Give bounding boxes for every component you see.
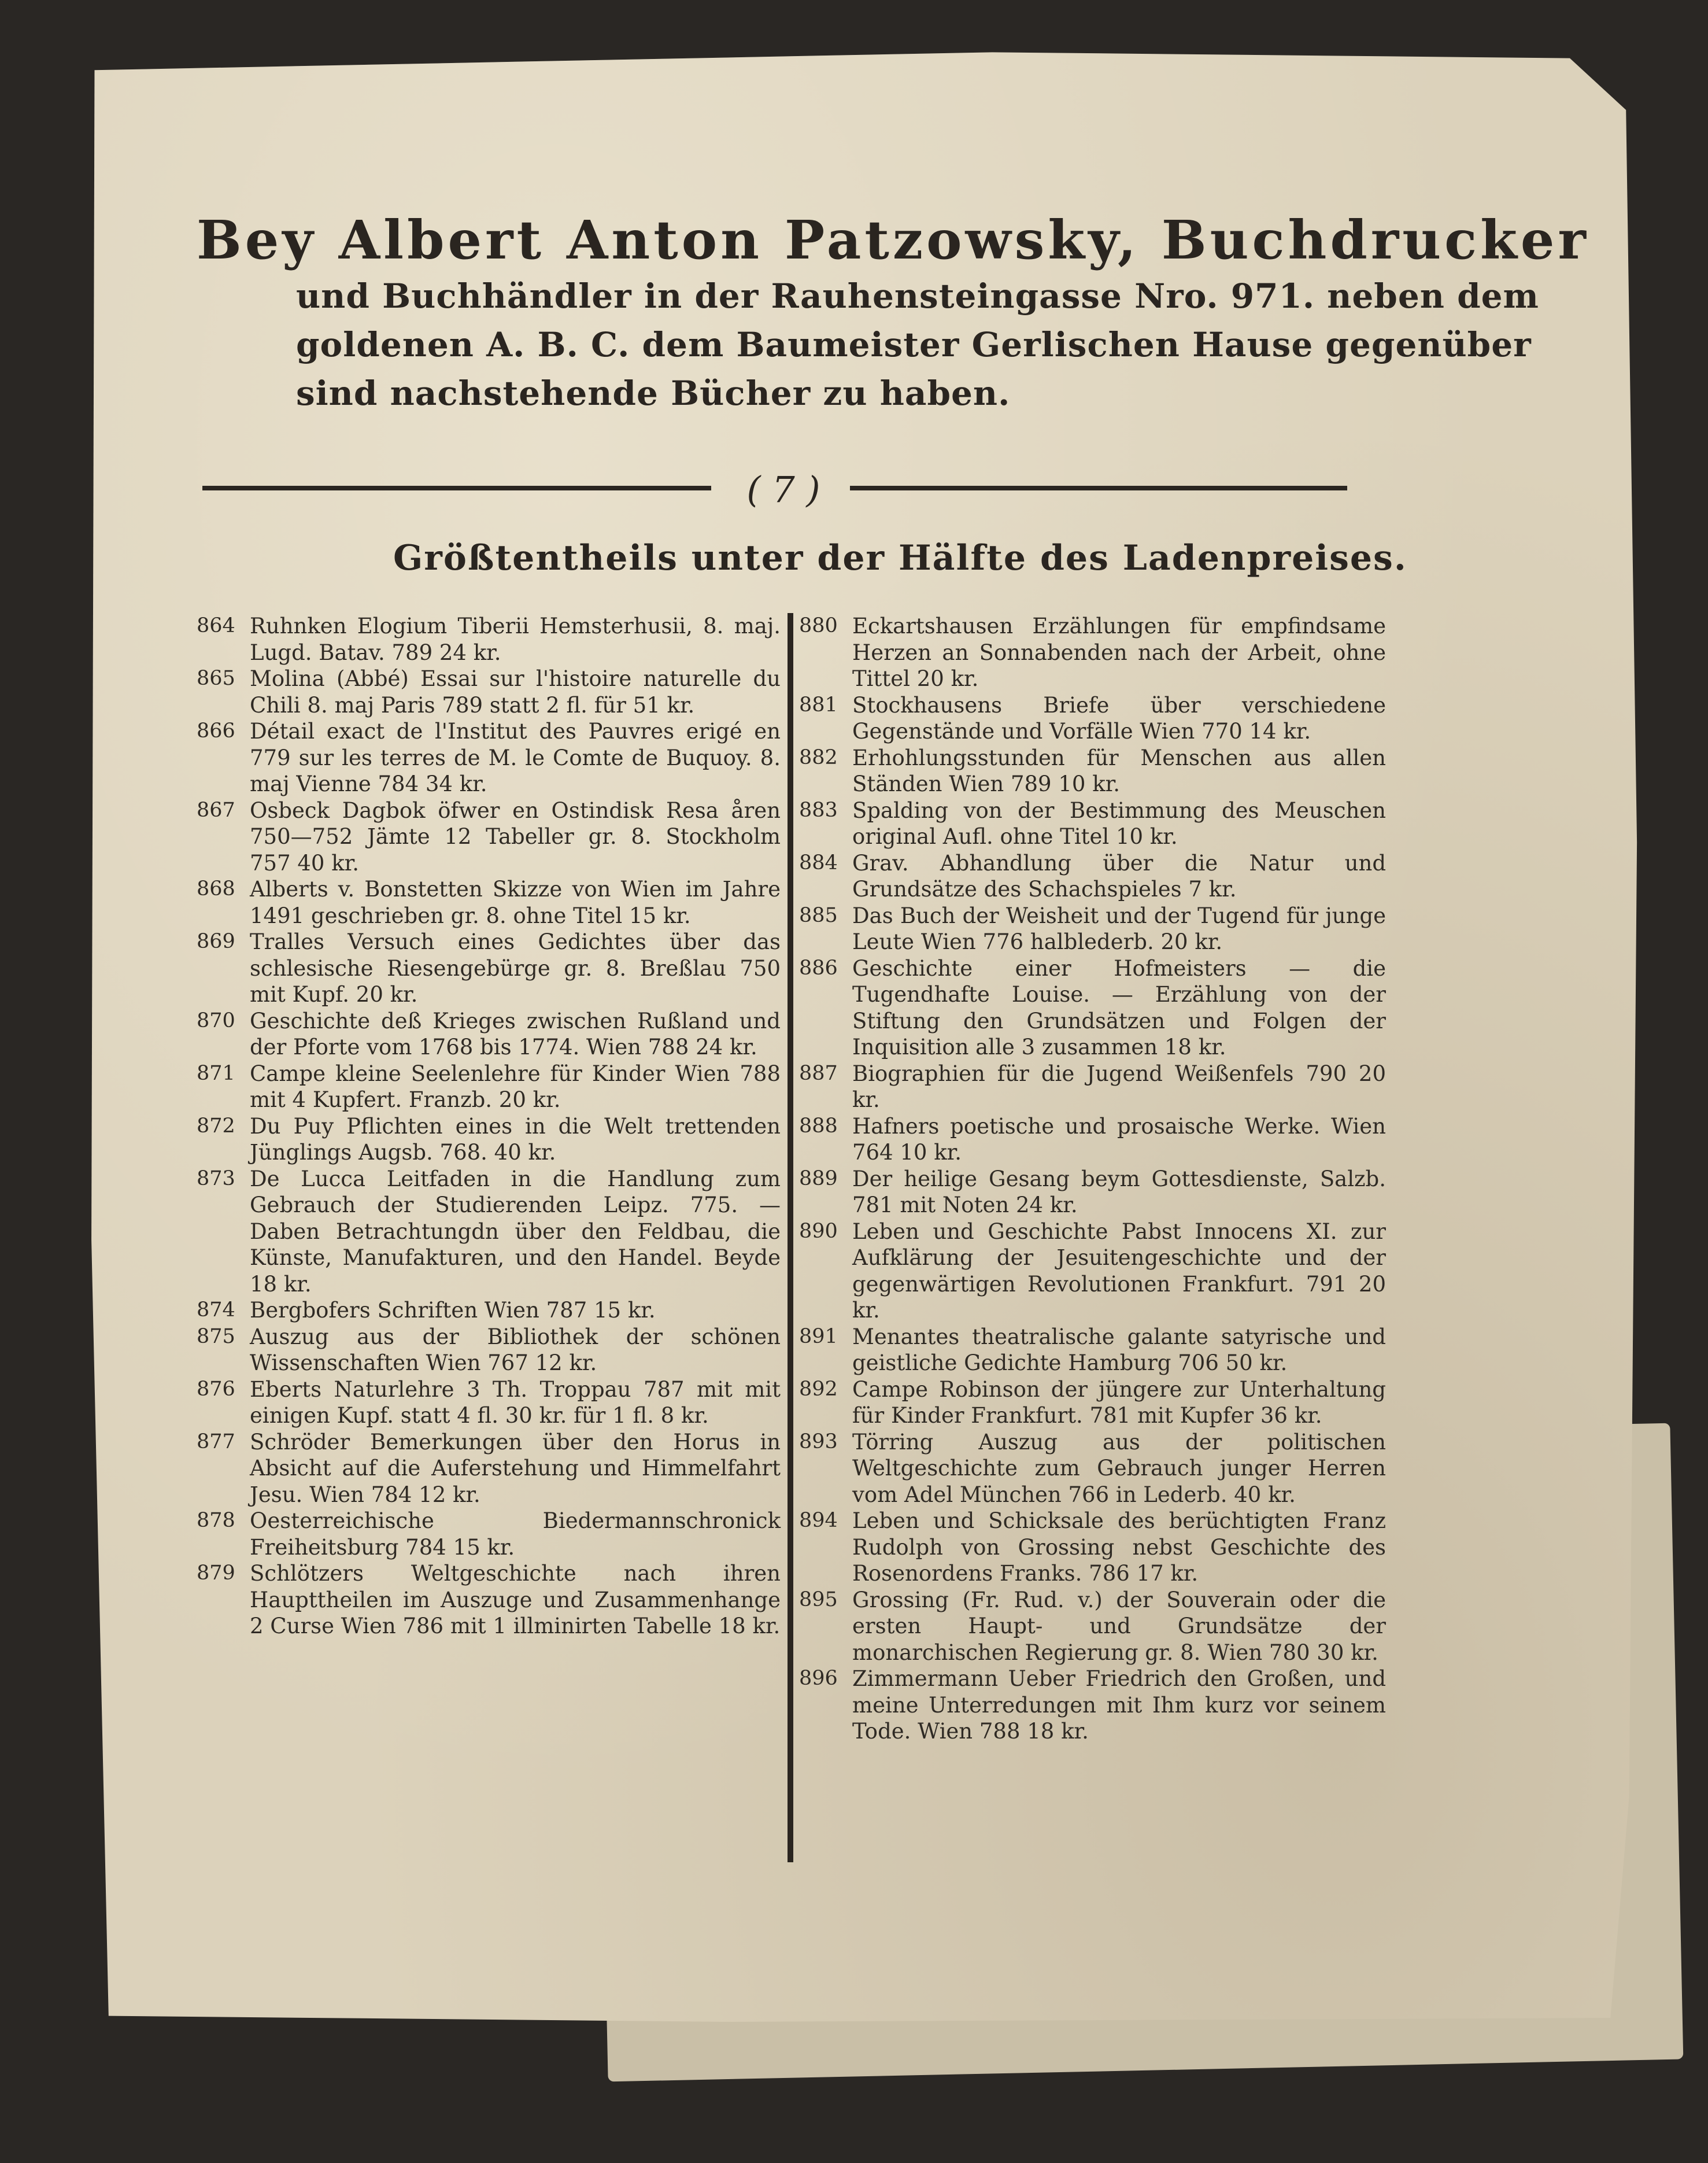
entry-text: De Lucca Leitfaden in die Handlung zum Gebrauch der Studierenden Leipz. 775. — Daben Betrachtungdn über den Feldbau, die Künste, Manufakturen, und den Handel. Beyde 18 kr.	[250, 1166, 781, 1297]
entry-text: Du Puy Pflichten eines in die Welt trettenden Jünglings Augsb. 768. 40 kr.	[250, 1113, 781, 1165]
catalog-entry	[197, 1508, 781, 1560]
entry-number: 875	[197, 1324, 235, 1348]
catalog-entry	[799, 850, 1386, 903]
right-column	[799, 613, 1386, 1745]
entry-text: Oesterreichische Biedermannschronick Freiheitsburg 784 15 kr.	[250, 1508, 781, 1560]
entry-number: 876	[197, 1377, 235, 1401]
entry-number: 887	[799, 1061, 838, 1085]
entry-number: 895	[799, 1588, 838, 1611]
page-heading	[197, 208, 1589, 418]
entry-text: Détail exact de l'Institut des Pauvres erigé en 779 sur les terres de M. le Comte de Buquoy. 8. maj Vienne 784 34 kr.	[250, 719, 781, 796]
entry-text: Geschichte einer Hofmeisters — die Tugendhafte Louise. — Erzählung von der Stiftung den Grundsätzen und Folgen der Inquisition alle 3 zusammen 18 kr.	[852, 955, 1386, 1060]
catalog-entry	[197, 1429, 781, 1508]
entry-number: 893	[799, 1430, 838, 1453]
catalog-entry	[799, 798, 1386, 850]
entry-number: 874	[197, 1298, 235, 1322]
catalog-entry	[197, 798, 781, 877]
catalog-entry	[799, 1113, 1386, 1166]
entry-number: 870	[197, 1009, 235, 1032]
entry-text: Eckartshausen Erzählungen für empfindsame Herzen an Sonnabenden nach der Arbeit, ohne Tittel 20 kr.	[852, 614, 1386, 691]
catalog-entry	[799, 955, 1386, 1061]
entry-number: 888	[799, 1114, 838, 1138]
entry-text: Erhohlungsstunden für Menschen aus allen Ständen Wien 789 10 kr.	[852, 745, 1386, 796]
entry-number: 891	[799, 1324, 838, 1348]
entry-text: Das Buch der Weisheit und der Tugend für junge Leute Wien 776 halblederb. 20 kr.	[852, 903, 1386, 954]
catalog-entry	[197, 1008, 781, 1061]
catalog-entry	[197, 929, 781, 1008]
catalog-entry	[197, 1166, 781, 1298]
entry-text: Menantes theatralische galante satyrische und geistliche Gedichte Hamburg 706 50 kr.	[852, 1324, 1386, 1375]
entry-text: Hafners poetische und prosaische Werke. Wien 764 10 kr.	[852, 1113, 1386, 1165]
entry-number: 869	[197, 930, 235, 953]
catalog-entry	[197, 1376, 781, 1429]
entry-text: Schlötzers Weltgeschichte nach ihren Haupttheilen im Auszuge und Zusammenhange 2 Curse Wien 786 mit 1 illminirten Tabelle 18 kr.	[250, 1561, 781, 1638]
column-divider	[788, 613, 793, 1862]
entry-number: 868	[197, 877, 235, 900]
entry-number: 896	[799, 1667, 838, 1690]
catalog-entry	[799, 1376, 1386, 1429]
entry-number: 884	[799, 851, 838, 874]
entry-text: Leben und Schicksale des berüchtigten Franz Rudolph von Grossing nebst Geschichte des Rosenordens Franks. 786 17 kr.	[852, 1508, 1386, 1586]
catalog-entry	[799, 903, 1386, 955]
heading-line-2: und Buchhändler in der Rauhensteingasse Nro. 971. neben dem	[296, 276, 1539, 316]
catalog-entry	[197, 1061, 781, 1113]
entry-text: Grav. Abhandlung über die Natur und Grundsätze des Schachspieles 7 kr.	[852, 850, 1386, 902]
catalog-entry	[799, 1324, 1386, 1376]
entry-number: 894	[799, 1509, 838, 1532]
catalog-entry	[197, 666, 781, 718]
entry-number: 866	[197, 719, 235, 743]
entry-number: 879	[197, 1562, 235, 1585]
entry-text: Campe Robinson der jüngere zur Unterhaltung für Kinder Frankfurt. 781 mit Kupfer 36 kr.	[852, 1376, 1386, 1428]
entry-number: 881	[799, 693, 838, 717]
entry-text: Spalding von der Bestimmung des Meuschen original Aufl. ohne Titel 10 kr.	[852, 798, 1386, 849]
entry-number: 878	[197, 1509, 235, 1532]
entry-number: 872	[197, 1114, 235, 1138]
entry-number: 886	[799, 956, 838, 980]
entry-text: Eberts Naturlehre 3 Th. Troppau 787 mit mit einigen Kupf. statt 4 fl. 30 kr. für 1 fl. 8 kr.	[250, 1376, 781, 1428]
catalog-entry	[799, 1666, 1386, 1745]
entry-number: 892	[799, 1377, 838, 1401]
entry-text: Osbeck Dagbok öfwer en Ostindisk Resa åren 750—752 Jämte 12 Tabeller gr. 8. Stockholm 757 40 kr.	[250, 798, 781, 876]
heading-line-4: sind nachstehende Bücher zu haben.	[296, 374, 1011, 413]
entry-text: Grossing (Fr. Rud. v.) der Souverain oder die ersten Haupt- und Grundsätze der monarchischen Regierung gr. 8. Wien 780 30 kr.	[852, 1587, 1386, 1665]
entry-text: Biographien für die Jugend Weißenfels 790 20 kr.	[852, 1061, 1386, 1112]
catalog-entry	[799, 745, 1386, 798]
entry-text: Törring Auszug aus der politischen Weltgeschichte zum Gebrauch junger Herren vom Adel München 766 in Lederb. 40 kr.	[852, 1429, 1386, 1507]
heading-line-3: goldenen A. B. C. dem Baumeister Gerlischen Hause gegenüber	[296, 325, 1532, 364]
entry-number: 885	[799, 903, 838, 927]
rule-left	[202, 486, 711, 490]
entry-number: 864	[197, 614, 235, 637]
catalog-entry	[197, 1324, 781, 1376]
entry-number: 889	[799, 1167, 838, 1190]
entry-number: 871	[197, 1061, 235, 1085]
subtitle: Größtentheils unter der Hälfte des Ladenpreises.	[393, 538, 1407, 578]
entry-text: Geschichte deß Krieges zwischen Rußland und der Pforte vom 1768 bis 1774. Wien 788 24 kr.	[250, 1008, 781, 1060]
entry-text: Zimmermann Ueber Friedrich den Großen, und meine Unterredungen mit Ihm kurz vor seinem Tode. Wien 788 18 kr.	[852, 1666, 1386, 1744]
catalog-entry	[799, 1429, 1386, 1508]
entry-number: 883	[799, 798, 838, 822]
catalog-entry	[197, 876, 781, 929]
entry-text: Bergbofers Schriften Wien 787 15 kr.	[250, 1298, 656, 1323]
entry-number: 880	[799, 614, 838, 637]
entry-number: 882	[799, 745, 838, 769]
entry-text: Ruhnken Elogium Tiberii Hemsterhusii, 8. maj. Lugd. Batav. 789 24 kr.	[250, 614, 781, 665]
catalog-entry	[799, 1166, 1386, 1219]
entry-text: Auszug aus der Bibliothek der schönen Wissenschaften Wien 767 12 kr.	[250, 1324, 781, 1375]
catalog-entry	[197, 718, 781, 798]
entry-text: Der heilige Gesang beym Gottesdienste, Salzb. 781 mit Noten 24 kr.	[852, 1166, 1386, 1217]
entry-number: 877	[197, 1430, 235, 1453]
entry-text: Molina (Abbé) Essai sur l'histoire naturelle du Chili 8. maj Paris 789 statt 2 fl. für 51 kr.	[250, 666, 781, 718]
entry-text: Stockhausens Briefe über verschiedene Gegenstände und Vorfälle Wien 770 14 kr.	[852, 692, 1386, 744]
catalog-entry	[799, 613, 1386, 692]
entry-number: 867	[197, 798, 235, 822]
entry-text: Leben und Geschichte Pabst Innocens XI. zur Aufklärung der Jesuitengeschichte und der gegenwärtigen Revolutionen Frankfurt. 791 20 kr.	[852, 1219, 1386, 1323]
catalog-entry	[197, 1113, 781, 1166]
catalog-entry	[197, 1560, 781, 1640]
left-column	[197, 613, 781, 1640]
rule-right	[850, 486, 1347, 490]
catalog-entry	[799, 1508, 1386, 1587]
catalog-entry	[799, 1587, 1386, 1666]
catalog-entry	[197, 1297, 781, 1324]
catalog-entry	[197, 613, 781, 666]
catalog-entry	[799, 692, 1386, 745]
entry-text: Campe kleine Seelenlehre für Kinder Wien 788 mit 4 Kupfert. Franzb. 20 kr.	[250, 1061, 781, 1112]
entry-number: 865	[197, 667, 235, 690]
entry-text: Tralles Versuch eines Gedichtes über das schlesische Riesengebürge gr. 8. Breßlau 750 mit Kupf. 20 kr.	[250, 929, 781, 1007]
entry-text: Schröder Bemerkungen über den Horus in Absicht auf die Auferstehung und Himmelfahrt Jesu. Wien 784 12 kr.	[250, 1429, 781, 1507]
entry-number: 890	[799, 1219, 838, 1243]
heading-line-1: Bey Albert Anton Patzowsky, Buchdrucker	[197, 209, 1589, 271]
catalog-entry	[799, 1061, 1386, 1113]
page-number: ( 7 )	[746, 468, 820, 511]
catalog-entry	[799, 1219, 1386, 1324]
entry-number: 873	[197, 1167, 235, 1190]
entry-text: Alberts v. Bonstetten Skizze von Wien im Jahre 1491 geschrieben gr. 8. ohne Titel 15 kr.	[250, 877, 781, 928]
ornamental-rule	[197, 468, 1353, 511]
